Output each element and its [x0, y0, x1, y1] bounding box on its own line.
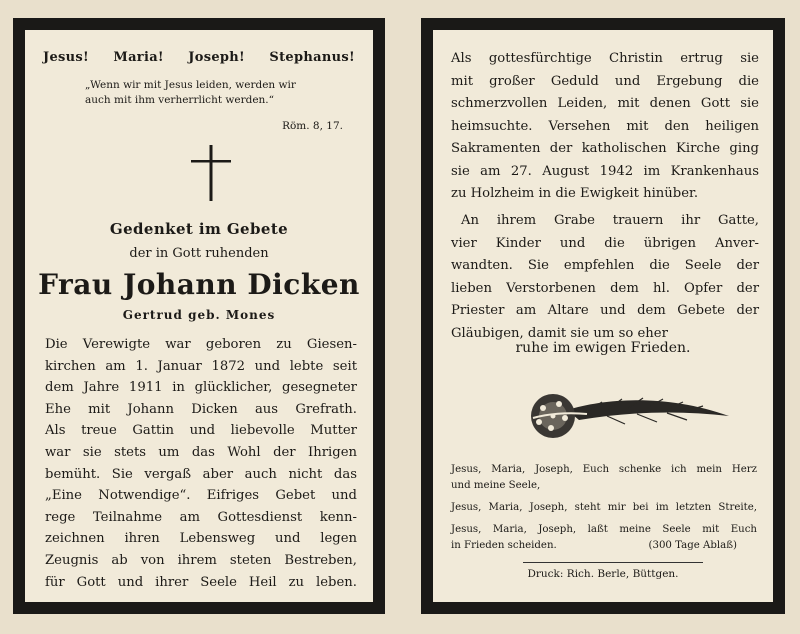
text-line: vier Kinder und die übrigen Anver-: [451, 235, 759, 251]
bio-line: Zeugnis ab von ihrem steten Bestreben,: [45, 552, 357, 568]
prayer-heart: [451, 462, 757, 494]
text-line: lieben Verstorbenen dem hl. Opfer der: [451, 280, 759, 296]
text-line: wandten. Sie empfehlen die Seele der: [451, 258, 759, 273]
prayer-line: und meine Seele,: [451, 480, 541, 491]
text-line: heimsuchte. Versehen mit den heiligen: [451, 118, 759, 134]
bio-line: „Eine Notwendige“. Eifriges Gebet und: [45, 488, 357, 504]
bio-line: bemüht. Sie vergaß aber auch nicht das: [45, 466, 357, 482]
text-line: schmerzvollen Leiden, mit denen Gott sie: [451, 96, 759, 111]
right-card-panel: [421, 18, 785, 614]
paragraph-suffering: [451, 48, 759, 206]
deceased-name: Frau Johann Dicken: [38, 268, 360, 301]
bio-line: dem Jahre 1911 in glücklicher, gesegneter: [45, 380, 357, 396]
bio-line: rege Teilnahme am Gottesdienst kenn-: [45, 509, 357, 525]
ruhenden-line: der in Gott ruhenden: [129, 246, 269, 261]
invocation-maria: Maria!: [113, 50, 164, 65]
prayer-block: [451, 462, 757, 560]
indulgence-note: (300 Tage Ablaß): [648, 540, 737, 551]
text-line: Priester am Altare und dem Gebete der: [451, 303, 759, 318]
bio-line: Als treue Gattin und liebevolle Mutter: [45, 423, 357, 439]
text-line: An ihrem Grabe trauern ihr Gatte,: [461, 213, 759, 228]
quote-line: auch mit ihm verherrlicht werden.“: [85, 94, 275, 106]
printer-credit: Druck: Rich. Berle, Büttgen.: [527, 568, 679, 580]
prayer-line: Jesus, Maria, Joseph, laßt meine Seele mit Euch: [451, 524, 757, 535]
left-card-paper: [25, 30, 373, 602]
prayer-line: in Frieden scheiden.: [451, 540, 557, 551]
prayer-line: Jesus, Maria, Joseph, Euch schenke ich mein Herz: [451, 464, 757, 475]
invocation-stephanus: Stephanus!: [269, 50, 355, 65]
bio-line: war sie stets um das Wohl der Ihrigen: [45, 444, 357, 460]
text-line: zu Holzheim in die Ewigkeit hinüber.: [451, 186, 699, 201]
right-card-paper: [433, 30, 773, 602]
prayer-peace: [451, 522, 757, 554]
text-line: Gläubigen, damit sie um so eher: [451, 325, 668, 341]
quote-line: „Wenn wir mit Jesus leiden, werden wir: [85, 79, 296, 91]
text-line: mit großer Geduld und Ergebung die: [451, 73, 759, 89]
invocation-jesus: Jesus!: [43, 50, 90, 65]
bio-line: Die Verewigte war geboren zu Giesen-: [45, 337, 357, 352]
invocation-line: [43, 50, 355, 65]
left-card-panel: [13, 18, 385, 614]
quote-reference: Röm. 8, 17.: [282, 120, 343, 132]
invocation-joseph: Joseph!: [188, 50, 246, 65]
prayer-last-battle: [451, 500, 757, 516]
bio-line: kirchen am 1. Januar 1872 und lebte seit: [45, 358, 357, 374]
bio-line: für Gott und ihrer Seele Heil zu leben.: [45, 574, 357, 590]
bio-line: Ehe mit Johann Dicken aus Grefrath.: [45, 401, 357, 417]
divider-rule: [523, 562, 703, 563]
text-line: Sakramenten der katholischen Kirche ging: [451, 141, 759, 156]
bio-line: zeichnen ihren Lebensweg und legen: [45, 531, 357, 547]
text-line: Als gottesfürchtige Christin ertrug sie: [451, 51, 759, 66]
bible-quote: [85, 78, 359, 108]
paragraph-mourners: [451, 210, 759, 345]
closing-line: ruhe im ewigen Frieden.: [515, 340, 691, 356]
cross-icon: [191, 145, 231, 201]
gedenket-heading: Gedenket im Gebete: [109, 220, 289, 238]
prayer-line: Jesus, Maria, Joseph, steht mir bei im letzten Streite,: [451, 502, 757, 513]
text-line: sie am 27. August 1942 im Krankenhaus: [451, 163, 759, 179]
birth-name: Gertrud geb. Mones: [122, 308, 276, 322]
prayer-last-line: [451, 538, 757, 554]
feather-flower-icon: [507, 380, 737, 450]
biography-text: [45, 334, 357, 593]
